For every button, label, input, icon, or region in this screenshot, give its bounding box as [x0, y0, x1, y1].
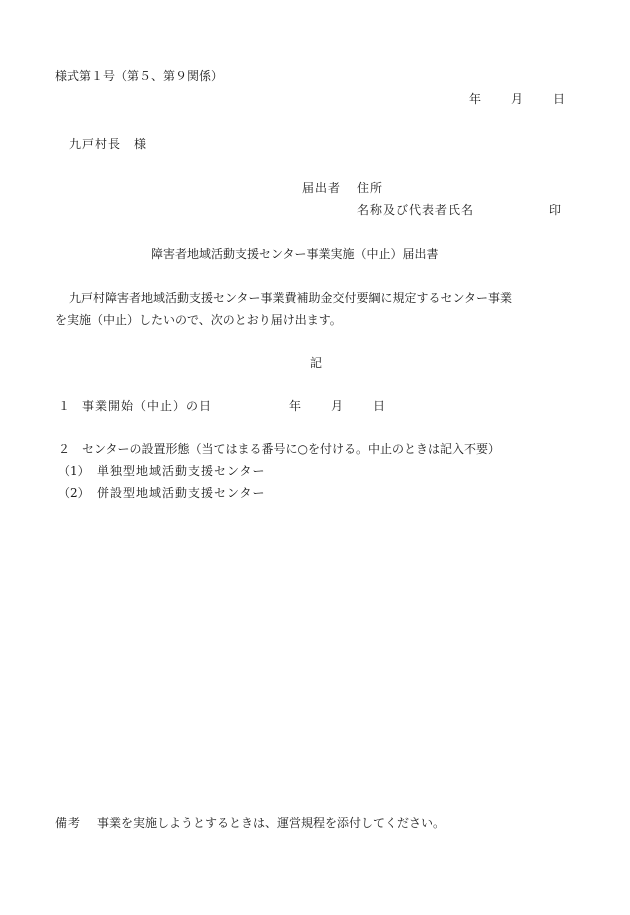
notifier-label: 届出者: [302, 181, 342, 195]
document-title: 障害者地域活動支援センター事業実施（中止）届出書: [151, 247, 439, 261]
item-1-number: １: [58, 399, 71, 413]
item-2-label: センターの設置形態（当てはまる番号に○を付ける。中止のときは記入不要）: [82, 442, 500, 456]
address-label: 住所: [357, 181, 384, 195]
item-2-number: ２: [58, 442, 71, 456]
option-1-text: 単独型地域活動支援センター: [97, 464, 266, 478]
item-1-year-label: 年: [289, 399, 302, 413]
body-line-2: を実施（中止）したいので、次のとおり届け出ます。: [55, 313, 342, 327]
remarks-label: 備考: [55, 816, 82, 830]
item-1-label: 事業開始（中止）の日: [82, 399, 213, 413]
date-day-label: 日: [553, 92, 566, 106]
item-1-month-label: 月: [331, 399, 344, 413]
remarks-text: 事業を実施しようとするときは、運営規程を添付してください。: [97, 816, 446, 830]
option-2-text: 併設型地域活動支援センター: [97, 486, 266, 500]
date-month-label: 月: [511, 92, 524, 106]
option-1-number: （1）: [58, 464, 90, 478]
ki-heading: 記: [310, 356, 323, 370]
option-2-number: （2）: [58, 486, 90, 500]
date-year-label: 年: [469, 92, 482, 106]
form-reference: 様式第１号（第５、第９関係）: [55, 69, 224, 83]
addressee: 九戸村長 様: [69, 137, 148, 151]
item-1-day-label: 日: [373, 399, 386, 413]
body-line-1: 九戸村障害者地域活動支援センター事業費補助金交付要綱に規定するセンター事業: [69, 291, 513, 305]
representative-name-label: 名称及び代表者氏名: [357, 203, 475, 217]
seal-mark: 印: [549, 203, 562, 217]
